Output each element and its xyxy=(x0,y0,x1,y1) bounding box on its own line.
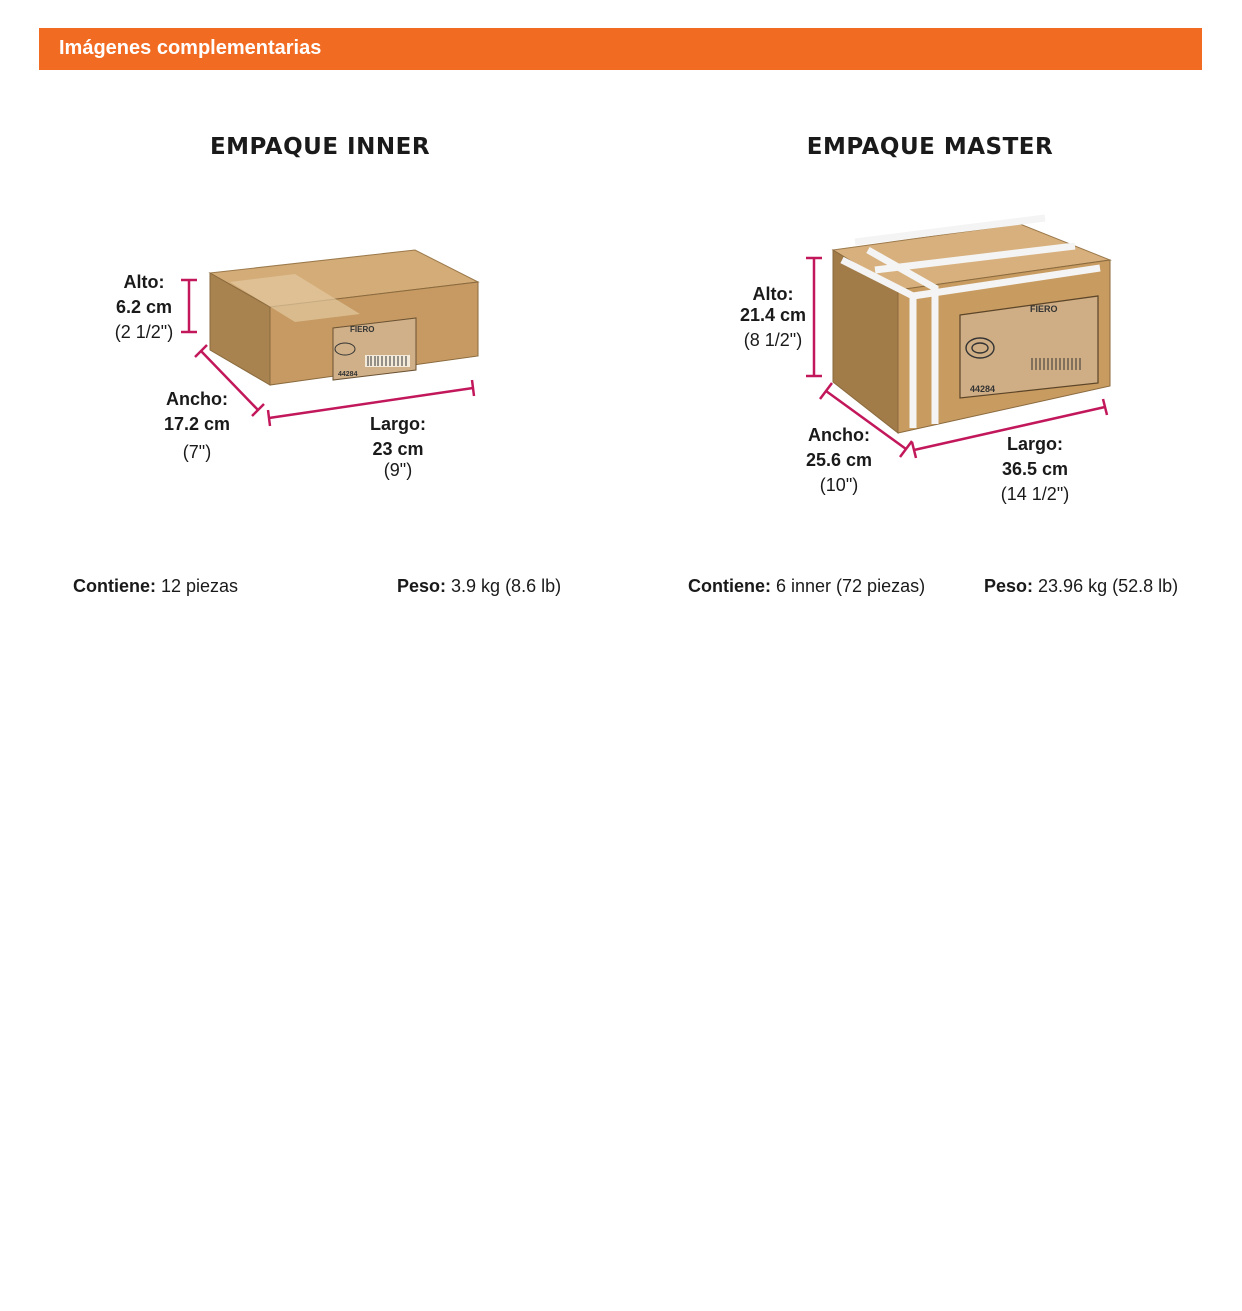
master-box-code: 44284 xyxy=(970,384,996,394)
master-title: EMPAQUE MASTER xyxy=(806,134,1054,160)
inner-box-brand: FIERO xyxy=(350,325,375,334)
inner-alto-imperial: (2 1/2") xyxy=(114,322,174,342)
master-box-brand: FIERO xyxy=(1030,304,1058,314)
inner-box-code: 44284 xyxy=(338,371,358,378)
master-package-panel xyxy=(630,100,1230,620)
master-peso xyxy=(984,576,1178,597)
master-largo-metric: 36.5 cm xyxy=(1001,459,1069,479)
master-contiene-label: Contiene: xyxy=(688,576,771,596)
section-header xyxy=(39,28,1202,70)
inner-peso xyxy=(397,576,561,597)
inner-ancho-label xyxy=(154,387,240,465)
section-title: Imágenes complementarias xyxy=(59,37,322,59)
inner-largo-name: Largo: xyxy=(370,414,426,434)
master-largo-imperial: (14 1/2") xyxy=(1000,484,1070,504)
master-alto-name: Alto: xyxy=(752,284,794,304)
master-ancho-label xyxy=(797,423,881,498)
master-peso-label: Peso: xyxy=(984,576,1034,596)
inner-ancho-imperial: (7") xyxy=(182,442,212,462)
master-ancho-name: Ancho: xyxy=(808,425,870,445)
inner-contiene-label: Contiene: xyxy=(73,576,156,596)
master-ancho-metric: 25.6 cm xyxy=(805,450,873,470)
inner-peso-label: Peso: xyxy=(397,576,447,596)
inner-contiene-value: 12 piezas xyxy=(156,576,239,596)
inner-ancho-metric: 17.2 cm xyxy=(163,414,231,434)
master-alto-imperial: (8 1/2") xyxy=(743,330,803,350)
inner-ancho-name: Ancho: xyxy=(166,389,228,409)
inner-alto-label xyxy=(106,270,182,345)
master-alto-label xyxy=(733,282,813,353)
inner-alto-metric: 6.2 cm xyxy=(115,297,173,317)
master-peso-value: 23.96 kg (52.8 lb) xyxy=(1033,576,1179,596)
inner-alto-name: Alto: xyxy=(123,272,165,292)
master-box-illustration xyxy=(630,100,1230,520)
inner-largo-metric: 23 cm xyxy=(372,439,424,459)
inner-largo-label xyxy=(360,412,436,483)
master-ancho-imperial: (10") xyxy=(819,475,859,495)
master-largo-name: Largo: xyxy=(1007,434,1063,454)
inner-contiene xyxy=(73,576,238,597)
inner-largo-imperial: (9") xyxy=(383,460,413,480)
master-largo-label xyxy=(990,432,1080,507)
master-alto-metric: 21.4 cm xyxy=(739,305,807,325)
inner-peso-value: 3.9 kg (8.6 lb) xyxy=(446,576,562,596)
master-contiene xyxy=(688,576,925,597)
master-contiene-value: 6 inner (72 piezas) xyxy=(771,576,926,596)
inner-package-panel xyxy=(20,100,620,620)
inner-title: EMPAQUE INNER xyxy=(209,134,431,160)
